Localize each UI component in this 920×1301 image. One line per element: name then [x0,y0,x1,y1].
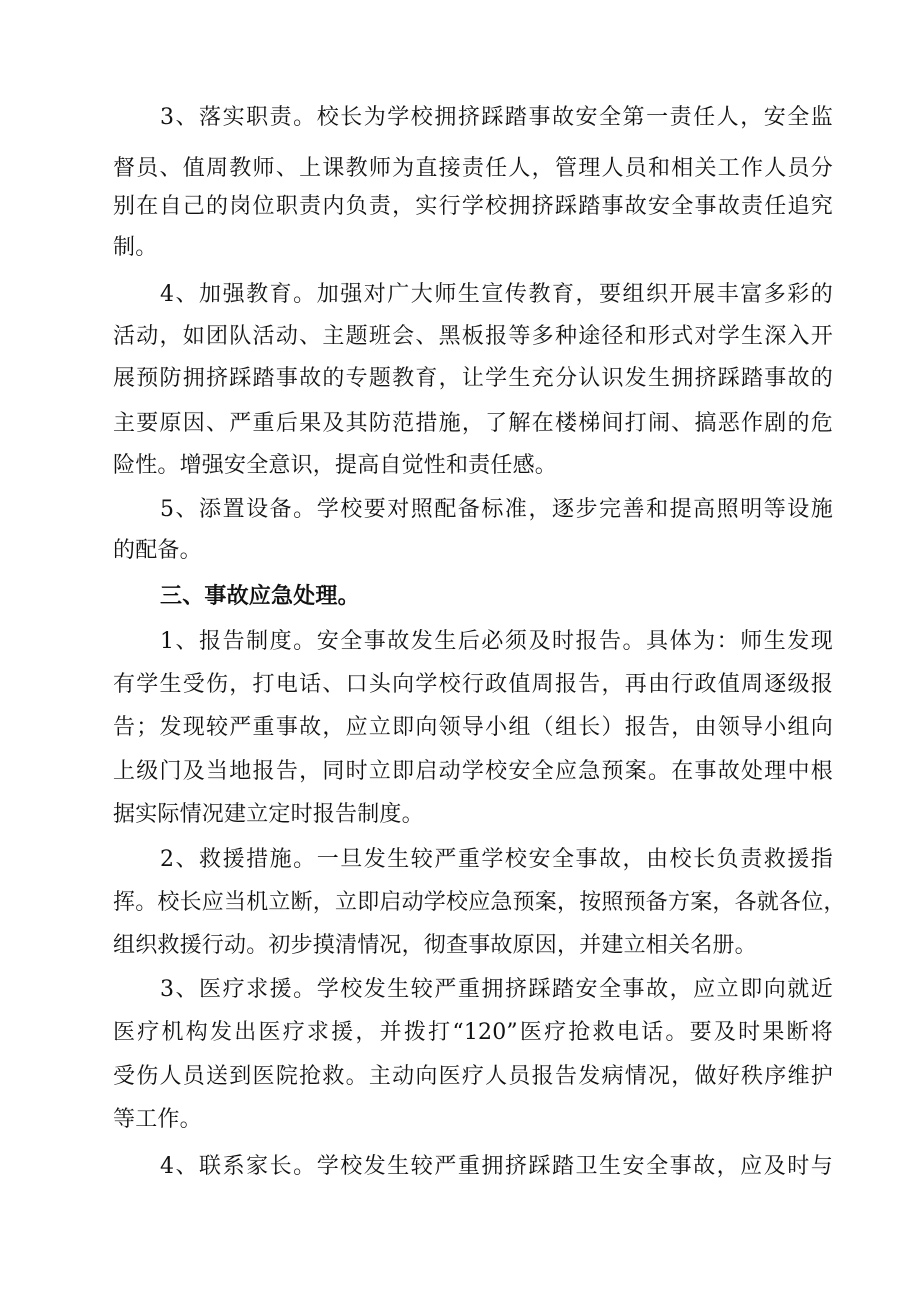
para-4-education-line-4: 主要原因、严重后果及其防范措施，了解在楼梯间打闹、搞恶作剧的危 [113,411,833,436]
section-heading-emergency: 三、事故应急处理。 [160,584,360,609]
para-3-medical-line-3: 受伤人员送到医院抢救。主动向医疗人员报告发病情况，做好秩序维护 [113,1064,833,1089]
para-3-medical-line-2: 医疗机构发出医疗求援，并拨打“120”医疗抢救电话。要及时果断将 [113,1020,833,1045]
para-5-equipment-line-1: 5、添置设备。学校要对照配备标准，逐步完善和提高照明等设施 [160,497,833,522]
para-3-responsibility-line-1: 3、落实职责。校长为学校拥挤踩踏事故安全第一责任人，安全监 [160,105,833,130]
para-3-responsibility-line-3: 别在自己的岗位职责内负责，实行学校拥挤踩踏事故安全事故责任追究 [113,194,833,219]
para-4-education-line-1: 4、加强教育。加强对广大师生宣传教育，要组织开展丰富多彩的 [160,282,833,307]
para-4-education-line-5: 险性。增强安全意识，提高自觉性和责任感。 [113,453,558,478]
para-4-parents-line-1: 4、联系家长。学校发生较严重拥挤踩踏卫生安全事故，应及时与 [160,1154,833,1179]
para-2-rescue-line-3: 组织救援行动。初步摸清情况，彻查事故原因，并建立相关名册。 [113,933,757,958]
para-3-medical-line-4: 等工作。 [113,1107,202,1132]
para-5-equipment-line-2: 的配备。 [113,538,202,563]
para-3-medical-line-1: 3、医疗求援。学校发生较严重拥挤踩踏安全事故，应立即向就近 [160,977,833,1002]
para-2-rescue-line-1: 2、救援措施。一旦发生较严重学校安全事故，由校长负责救援指 [160,847,833,872]
para-3-responsibility-line-2: 督员、值周教师、上课教师为直接责任人，管理人员和相关工作人员分 [113,156,833,181]
para-1-report-line-3: 告；发现较严重事故，应立即向领导小组（组长）报告，由领导小组向 [113,715,833,740]
para-2-rescue-line-2: 挥。校长应当机立断，立即启动学校应急预案，按照预备方案，各就各位， [113,890,846,915]
para-4-education-line-2: 活动，如团队活动、主题班会、黑板报等多种途径和形式对学生深入开 [113,324,833,349]
para-1-report-line-2: 有学生受伤，打电话、口头向学校行政值周报告，再由行政值周逐级报 [113,672,833,697]
para-3-responsibility-line-4: 制。 [113,235,158,260]
para-4-education-line-3: 展预防拥挤踩踏事故的专题教育，让学生充分认识发生拥挤踩踏事故的 [113,366,833,391]
para-1-report-line-5: 据实际情况建立定时报告制度。 [113,802,424,827]
para-1-report-line-4: 上级门及当地报告，同时立即启动学校安全应急预案。在事故处理中根 [113,759,833,784]
para-1-report-line-1: 1、报告制度。安全事故发生后必须及时报告。具体为：师生发现 [160,629,833,654]
